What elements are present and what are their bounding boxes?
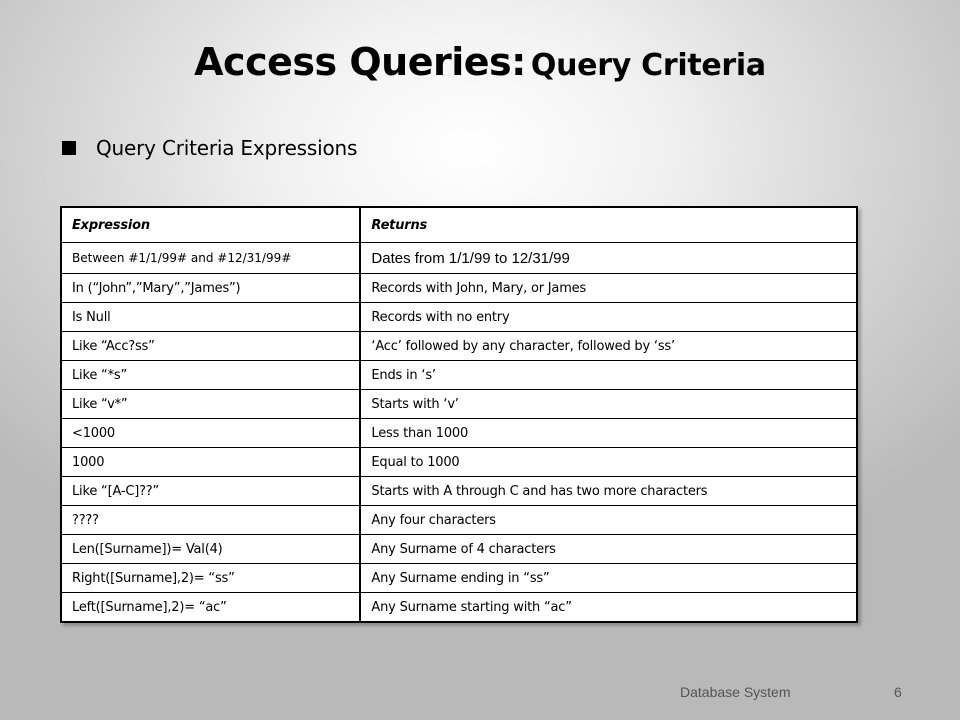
returns-cell: Any Surname ending in “ss” — [360, 564, 857, 593]
expression-cell: Like “Acc?ss” — [61, 332, 360, 361]
table-row — [61, 332, 857, 361]
bullet-text: Query Criteria Expressions — [96, 136, 358, 160]
expression-cell: 1000 — [61, 448, 360, 477]
slide-title — [0, 40, 960, 84]
expression-cell: Right([Surname],2)= “ss” — [61, 564, 360, 593]
returns-cell: Dates from 1/1/99 to 12/31/99 — [360, 243, 857, 274]
table-row — [61, 477, 857, 506]
page-number: 6 — [894, 684, 902, 700]
returns-cell: Starts with ‘v’ — [360, 390, 857, 419]
table-row — [61, 593, 857, 623]
table-row — [61, 564, 857, 593]
expression-cell: In (“John”,”Mary”,”James”) — [61, 274, 360, 303]
table-row — [61, 419, 857, 448]
table-header-row — [61, 207, 857, 243]
expression-cell: ???? — [61, 506, 360, 535]
returns-cell: Any Surname starting with “ac” — [360, 593, 857, 623]
table-row — [61, 390, 857, 419]
table-row — [61, 506, 857, 535]
expression-cell: Is Null — [61, 303, 360, 332]
bullet-item — [62, 136, 357, 160]
expression-cell: Like “[A-C]??” — [61, 477, 360, 506]
returns-cell: Any four characters — [360, 506, 857, 535]
slide-title-sub: Query Criteria — [530, 48, 766, 83]
expression-cell: Like “*s” — [61, 361, 360, 390]
footer-text: Database System — [680, 684, 791, 700]
header-returns: Returns — [360, 207, 857, 243]
header-expression: Expression — [61, 207, 360, 243]
returns-cell: Any Surname of 4 characters — [360, 535, 857, 564]
expression-cell: <1000 — [61, 419, 360, 448]
expression-cell: Len([Surname])= Val(4) — [61, 535, 360, 564]
returns-cell: Ends in ‘s’ — [360, 361, 857, 390]
table-row — [61, 361, 857, 390]
returns-cell: Records with no entry — [360, 303, 857, 332]
returns-cell: Records with John, Mary, or James — [360, 274, 857, 303]
returns-cell: Less than 1000 — [360, 419, 857, 448]
table-row — [61, 303, 857, 332]
slide-title-main: Access Queries: — [194, 40, 526, 84]
expression-cell: Left([Surname],2)= “ac” — [61, 593, 360, 623]
returns-cell: Starts with A through C and has two more characters — [360, 477, 857, 506]
table-row — [61, 274, 857, 303]
expression-cell: Between #1/1/99# and #12/31/99# — [61, 243, 360, 274]
table-row — [61, 243, 857, 274]
table-row — [61, 448, 857, 477]
returns-cell: Equal to 1000 — [360, 448, 857, 477]
square-bullet-icon — [62, 141, 76, 155]
returns-cell: ‘Acc’ followed by any character, followed by ‘ss’ — [360, 332, 857, 361]
criteria-table — [60, 206, 858, 623]
table-row — [61, 535, 857, 564]
expression-cell: Like “v*” — [61, 390, 360, 419]
